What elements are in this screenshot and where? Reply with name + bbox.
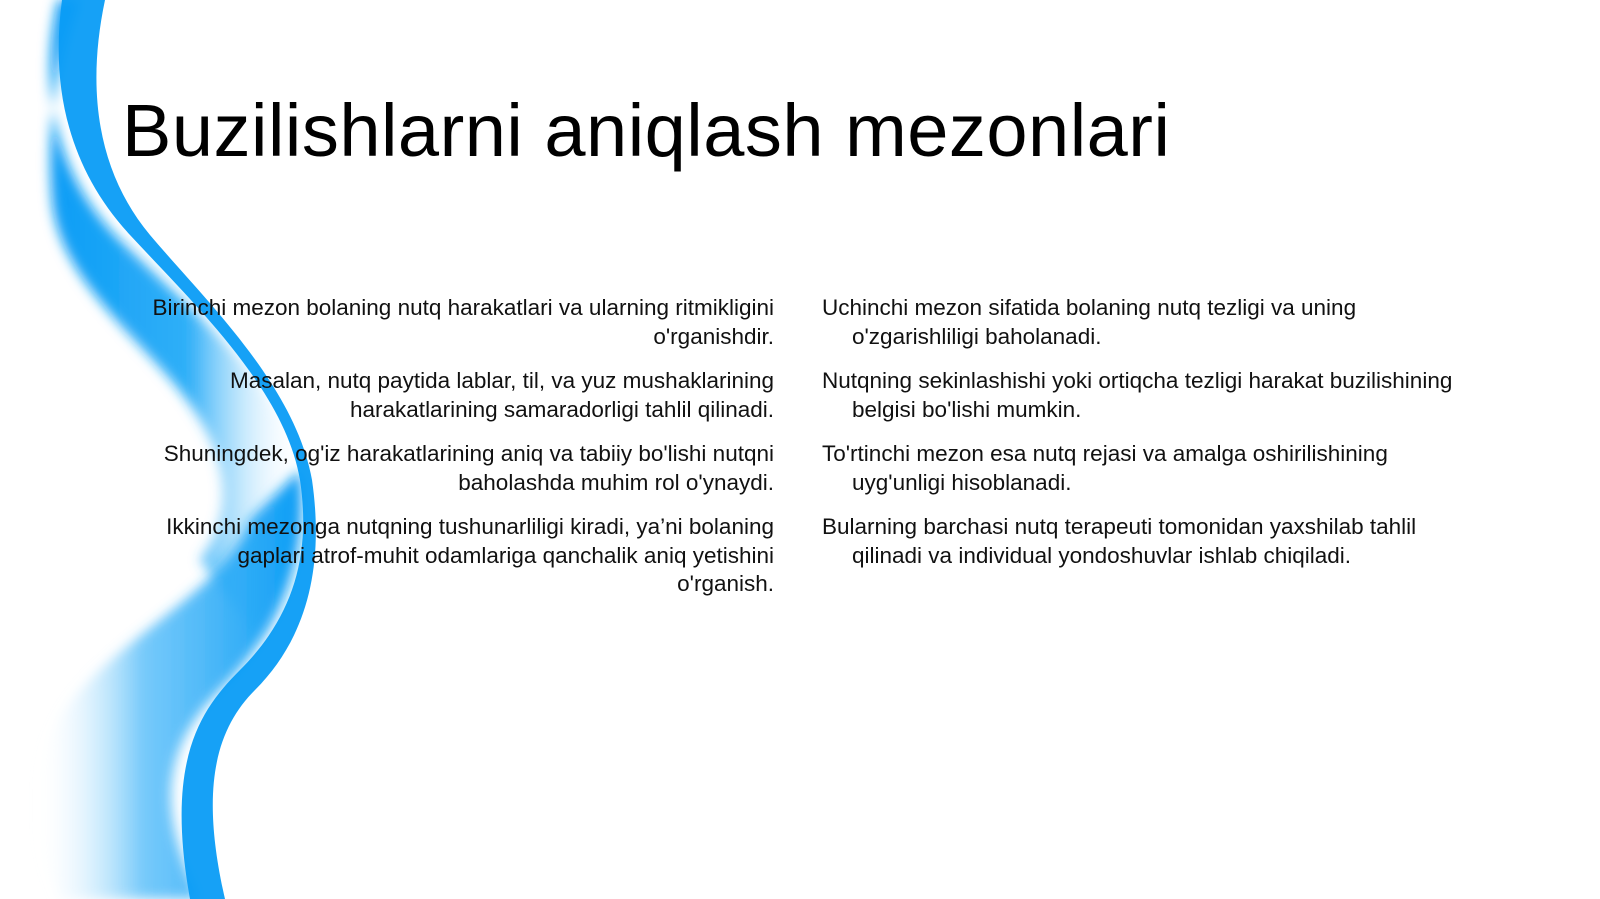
right-paragraph-4: Bularning barchasi nutq terapeuti tomonidan yaxshilab tahlil qilinadi va individual yondoshuvlar ishlab chiqiladi. [822, 514, 1417, 568]
left-paragraph-2: Masalan, nutq paytida lablar, til, va yuz mushaklarining harakatlarining samaradorligi tahlil qilinadi. [229, 368, 774, 422]
slide-title: Buzilishlarni aniqlash mezonlari [122, 89, 1171, 172]
left-paragraph-4: Ikkinchi mezonga nutqning tushunarliligi kiradi, ya’ni bolaning gaplari atrof-muhit odamlariga qanchalik aniq yetishini o'rganish. [166, 514, 774, 596]
left-paragraph-3: Shuningdek, og'iz harakatlarining aniq va tabiiy bo'lishi nutqni baholashda muhim rol o'ynaydi. [163, 441, 774, 495]
right-paragraph-2: Nutqning sekinlashishi yoki ortiqcha tezligi harakat buzilishining belgisi bo'lishi mumkin. [822, 368, 1453, 422]
right-text-column [822, 294, 1482, 586]
left-paragraph-1: Birinchi mezon bolaning nutq harakatlari va ularning ritmikligini o'rganishdir. [152, 295, 774, 349]
right-paragraph-3: To'rtinchi mezon esa nutq rejasi va amalga oshirilishining uyg'unligi hisoblanadi. [822, 441, 1388, 495]
right-paragraph-1: Uchinchi mezon sifatida bolaning nutq tezligi va uning o'zgarishliligi baholanadi. [822, 295, 1357, 349]
left-text-column [150, 294, 774, 615]
